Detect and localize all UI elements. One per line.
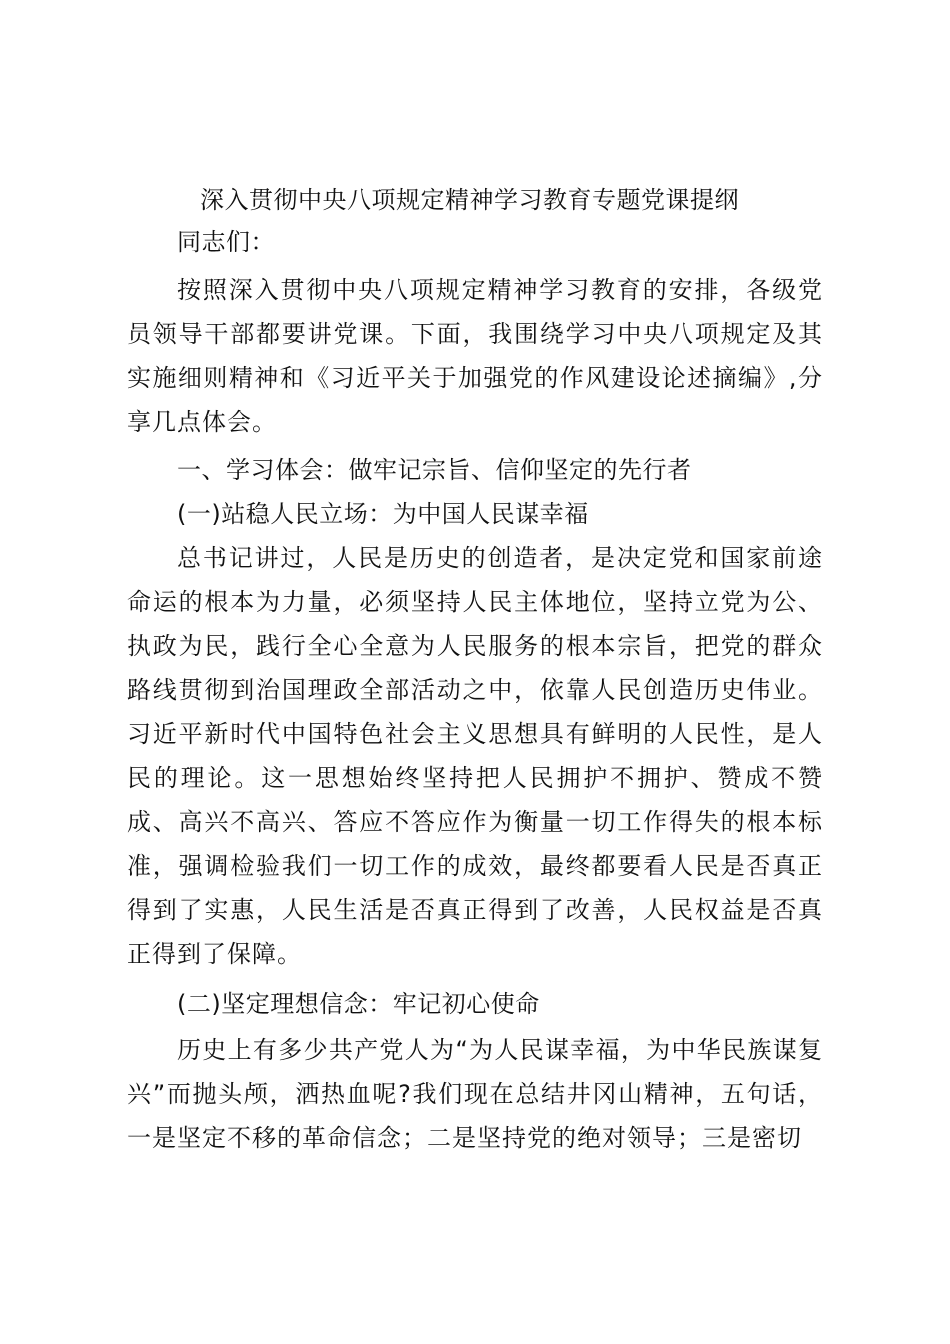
subsection-body-1: 总书记讲过，人民是历史的创造者，是决定党和国家前途命运的根本为力量，必须坚持人民主体地位，坚持立党为公、执政为民，践行全心全意为人民服务的根本宗旨，把党的群众路线贯彻到治国理政全部活动之中，依靠人民创造历史伟业。习近平新时代中国特色社会主义思想具有鲜明的人民性，是人民的理论。这一思想始终坚持把人民拥护不拥护、赞成不赞成、高兴不高兴、答应不答应作为衡量一切工作得失的根本标准，强调检验我们一切工作的成效，最终都要看人民是否真正得到了实惠，人民生活是否真正得到了改善，人民权益是否真正得到了保障。 bbox=[127, 544, 823, 968]
section-heading-1: 一、学习体会：做牢记宗旨、信仰坚定的先行者 bbox=[177, 456, 692, 484]
subsection-body-2: 历史上有多少共产党人为“为人民谋幸福，为中华民族谋复兴”而抛头颅，洒热血呢?我们现在总结井冈山精神，五句话，一是坚定不移的革命信念；二是坚持党的绝对领导；三是密切 bbox=[127, 1036, 823, 1152]
document-title: 深入贯彻中央八项规定精神学习教育专题党课提纲 bbox=[200, 186, 739, 214]
intro-paragraph: 按照深入贯彻中央八项规定精神学习教育的安排，各级党员领导干部都要讲党课。下面，我围绕学习中央八项规定及其实施细则精神和《习近平关于加强党的作风建设论述摘编》,分享几点体会。 bbox=[127, 276, 823, 436]
subsection-heading-1: (一)站稳人民立场：为中国人民谋幸福 bbox=[177, 500, 589, 528]
salutation: 同志们： bbox=[177, 228, 275, 256]
subsection-heading-2: (二)坚定理想信念：牢记初心使命 bbox=[177, 990, 540, 1018]
